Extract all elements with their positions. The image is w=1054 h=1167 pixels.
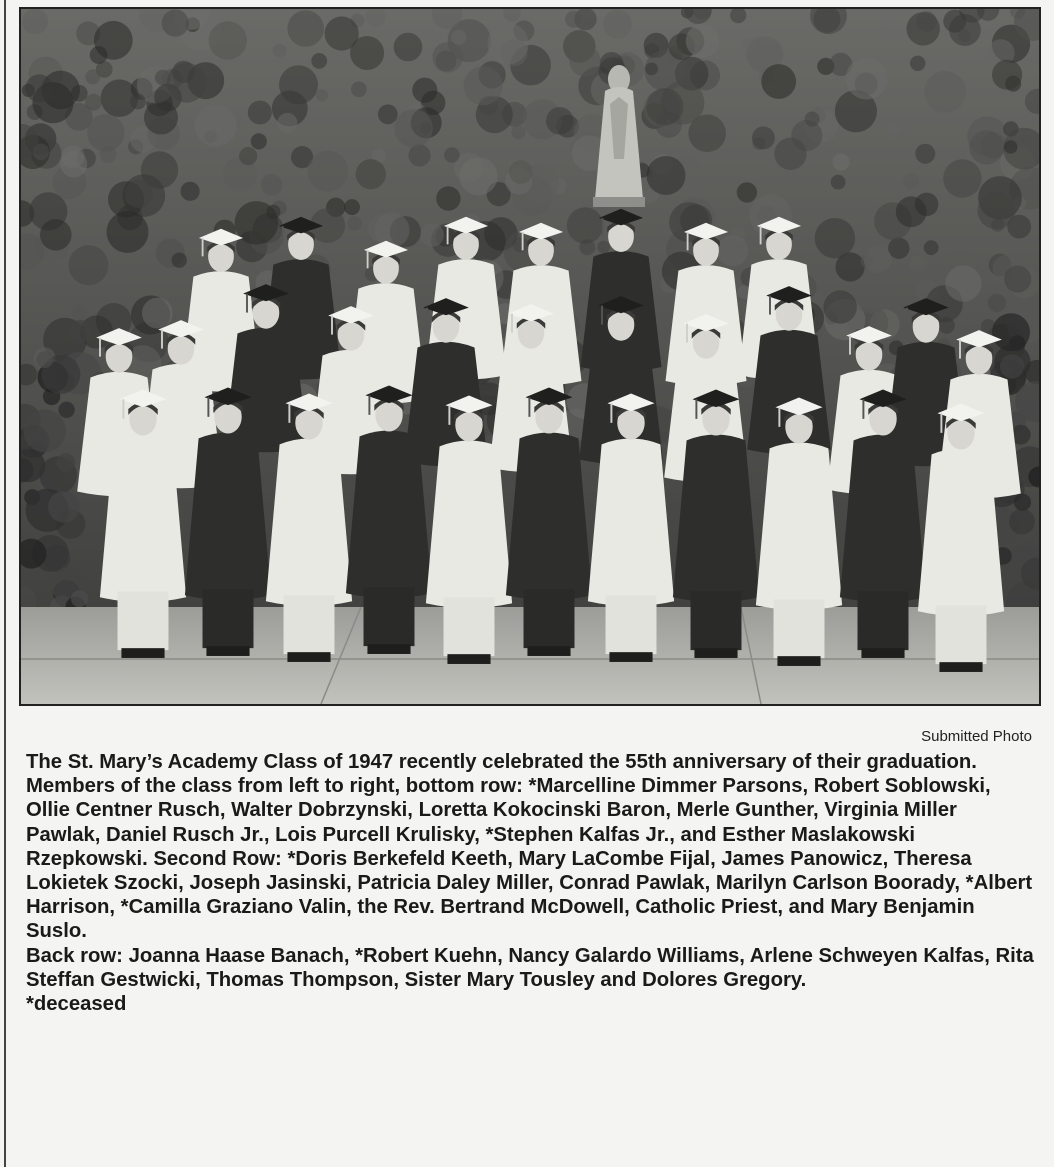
photo-caption [26,750,1036,1016]
class-photo-drawing [21,9,1039,704]
photo-credit: Submitted Photo [921,728,1032,745]
caption-back-row: Back row: Joanna Haase Banach, *Robert Kuehn, Nancy Galardo Williams, Arlene Schweyen Kalfas, Rita Steffan Gestwicki, Thomas Thompson, Sister Mary Tousley and Dolores Gregory. [26,944,1034,991]
class-photo [19,7,1041,706]
caption-lead: The St. Mary’s Academy Class of 1947 recently celebrated the 55th anniversary of their graduation. [26,751,977,773]
column-rule [4,0,6,1167]
caption-deceased-note: *deceased [26,993,127,1016]
caption-bottom-and-second-row: Members of the class from left to right, bottom row: *Marcelline Dimmer Parsons, Robert Soblowski, Ollie Centner Rusch, Walter Dobrzynski, Loretta Kokocinski Baron, Merle Gunther, Virginia Miller Pawlak, Daniel Rusch Jr., Lois Purcell Krulisky, *Stephen Kalfas Jr., and Esther Maslakowski Rzepkowski. Second Row: *Doris Berkefeld Keeth, Mary LaCombe Fijal, James Panowicz, Theresa Lokietek Szocki, Joseph Jasinski, Patricia Daley Miller, Conrad Pawlak, Marilyn Carlson Boorady, *Albert Harrison, *Camilla Graziano Valin, the Rev. Bertrand McDowell, Catholic Priest, and Mary Benjamin Suslo. [26,775,1033,943]
